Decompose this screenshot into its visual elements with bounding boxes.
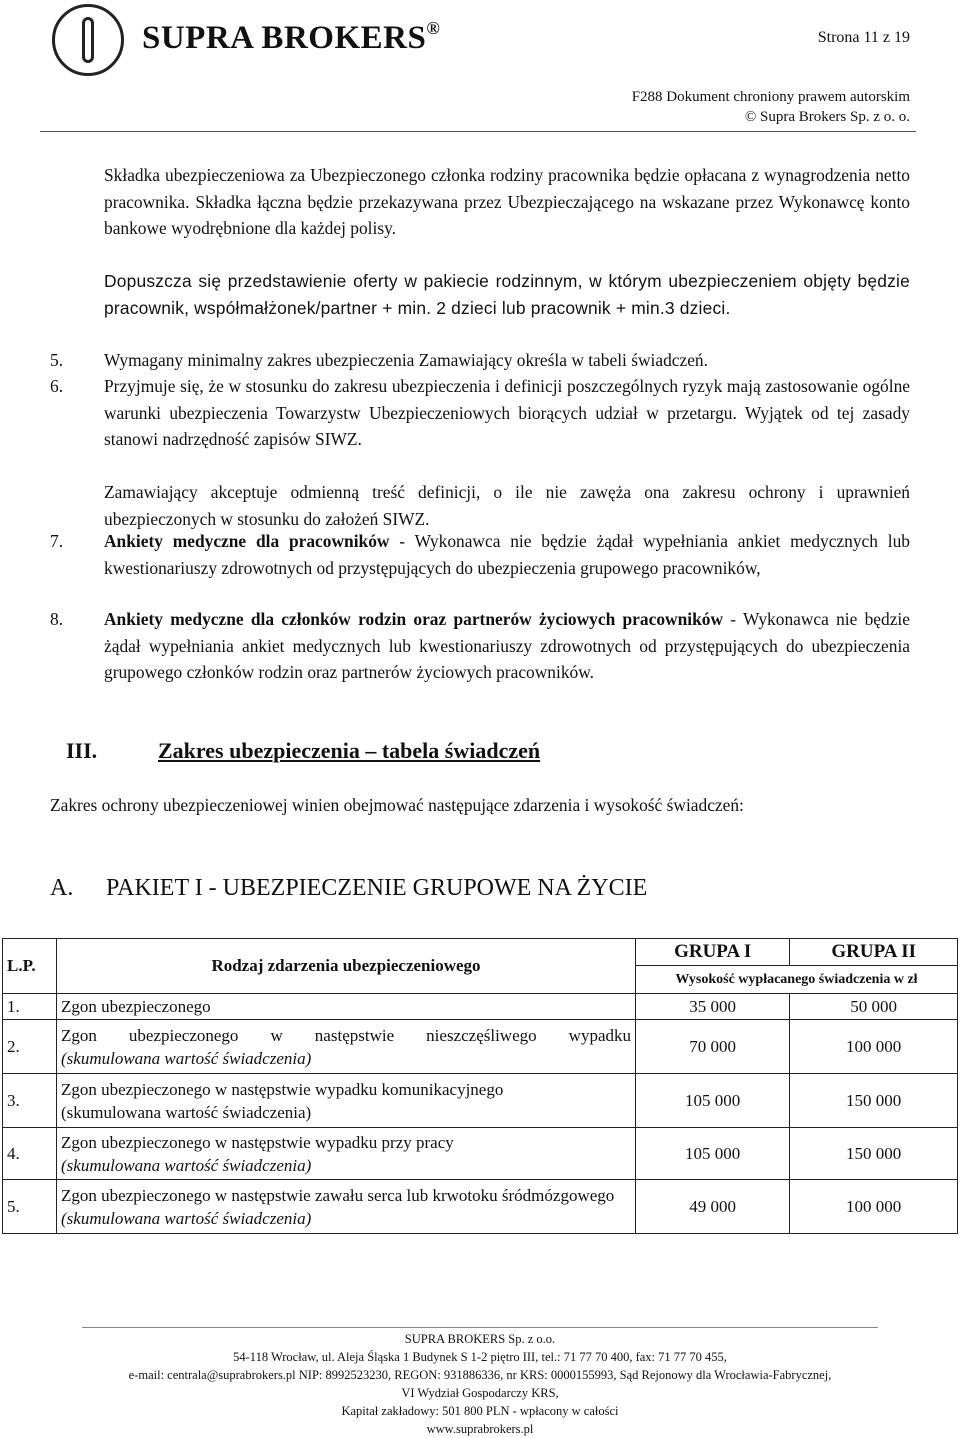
row-group-2-value: 150 000 — [790, 1128, 958, 1180]
table-row — [3, 1180, 958, 1234]
logo-icon — [52, 4, 124, 76]
row-group-2-value: 100 000 — [790, 1020, 958, 1074]
footer-address: 54-118 Wrocław, ul. Aleja Śląska 1 Budynek S 1-2 piętro III, tel.: 71 77 70 400, fax: 71 77 70 455, — [233, 1350, 727, 1364]
table-row — [3, 1074, 958, 1128]
document-note: F288 Dokument chroniony prawem autorskim © Supra Brokers Sp. z o. o. — [631, 89, 910, 125]
row-desc: Zgon ubezpieczonego w następstwie zawału serca lub krwotoku śródmózgowego (skumulowana wartość świadczenia) — [57, 1180, 636, 1234]
table-row — [3, 994, 958, 1020]
col-lp: L.P. — [3, 939, 57, 994]
footer-website: www.suprabrokers.pl — [426, 1422, 534, 1436]
item-6-number: 6. — [50, 376, 64, 396]
page-number: Strona 11 z 19 — [817, 29, 910, 46]
col-group-2: GRUPA II — [790, 939, 958, 966]
section-intro: Zakres ochrony ubezpieczeniowej winien obejmować następujące zdarzenia i wysokość świadczeń: — [50, 795, 744, 815]
row-lp: 3. — [3, 1074, 57, 1128]
item-5-text: Wymagany minimalny zakres ubezpieczenia Zamawiający określa w tabeli świadczeń. — [104, 350, 708, 370]
row-desc: Zgon ubezpieczonego w następstwie wypadku przy pracy (skumulowana wartość świadczenia) — [57, 1128, 636, 1180]
item-7-text: Ankiety medyczne dla pracowników - Wykonawca nie będzie żądał wypełniania ankiet medycznych lub kwestionariuszy zdrowotnych od przystępujących do ubezpieczenia grupowego pracowników, — [104, 531, 910, 578]
row-group-1-value: 105 000 — [636, 1128, 790, 1180]
item-8-text: Ankiety medyczne dla członków rodzin oraz partnerów życiowych pracowników - Wykonawca nie będzie żądał wypełniania ankiet medycznych lub kwestionariuszy zdrowotnych od przystępujących do ubezpieczenia grupowego członków rodzin oraz partnerów życiowych pracowników. — [104, 609, 910, 683]
section-title: Zakres ubezpieczenia – tabela świadczeń — [158, 738, 541, 763]
row-group-1-value: 35 000 — [636, 994, 790, 1020]
item-6-text-2: Zamawiający akceptuje odmienną treść definicji, o ile nie zawęża ona zakresu ochrony i uprawnień ubezpieczonych w stosunku do założeń SIWZ. — [104, 482, 910, 529]
row-lp: 1. — [3, 994, 57, 1020]
premium-paragraph: Składka ubezpieczeniowa za Ubezpieczonego członka rodziny pracownika będzie opłacana z wynagrodzenia netto pracownika. Składka łączna będzie przekazywana przez Ubezpieczającego na wskazane przez Wykonawcę konto bankowe wyodrębnione dla każdej polisy. — [104, 165, 910, 239]
row-group-2-value: 50 000 — [790, 994, 958, 1020]
row-lp: 5. — [3, 1180, 57, 1234]
row-desc: Zgon ubezpieczonego w następstwie wypadku komunikacyjnego (skumulowana wartość świadczenia) — [57, 1074, 636, 1128]
item-8-number: 8. — [50, 609, 64, 629]
row-desc: Zgon ubezpieczonego w następstwie nieszczęśliwego wypadku (skumulowana wartość świadczenia) — [57, 1020, 636, 1074]
table-row — [3, 1128, 958, 1180]
row-group-1-value: 70 000 — [636, 1020, 790, 1074]
footer-court: VI Wydział Gospodarczy KRS, — [401, 1386, 559, 1400]
col-event-type: Rodzaj zdarzenia ubezpieczeniowego — [57, 939, 636, 994]
item-5-number: 5. — [50, 350, 64, 370]
row-group-2-value: 100 000 — [790, 1180, 958, 1234]
package-heading: A. PAKIET I - UBEZPIECZENIE GRUPOWE NA ŻYCIE — [50, 875, 648, 901]
footer-company: SUPRA BROKERS Sp. z o.o. — [404, 1332, 556, 1346]
row-lp: 4. — [3, 1128, 57, 1180]
brand-name: SUPRA BROKERS® — [142, 18, 441, 56]
footer — [0, 1330, 960, 1438]
item-6-text: Przyjmuje się, że w stosunku do zakresu ubezpieczenia i definicji poszczególnych ryzyk mają zastosowanie ogólne warunki ubezpieczenia Towarzystw Ubezpieczeniowych biorących udział w przetargu. Wyjątek od tej zasady stanowi nadrzędność zapisów SIWZ. — [104, 376, 910, 450]
row-group-1-value: 105 000 — [636, 1074, 790, 1128]
table-row — [3, 1020, 958, 1074]
row-group-1-value: 49 000 — [636, 1180, 790, 1234]
row-lp: 2. — [3, 1020, 57, 1074]
section-number: III. — [66, 738, 98, 763]
footer-capital: Kapitał zakładowy: 501 800 PLN - wpłacony w całości — [341, 1404, 619, 1418]
col-group-1: GRUPA I — [636, 939, 790, 966]
benefits-table — [2, 938, 958, 1234]
header-divider — [40, 131, 916, 132]
row-desc: Zgon ubezpieczonego — [57, 994, 636, 1020]
item-7-number: 7. — [50, 531, 64, 551]
row-group-2-value: 150 000 — [790, 1074, 958, 1128]
footer-divider — [82, 1327, 878, 1328]
footer-registry: e-mail: centrala@suprabrokers.pl NIP: 8992523230, REGON: 931886336, nr KRS: 0000155993, Sąd Rejonowy dla Wrocławia-Fabrycznej, — [128, 1368, 832, 1382]
family-package-paragraph: Dopuszcza się przedstawienie oferty w pakiecie rodzinnym, w którym ubezpieczeniem objęty będzie pracownik, współmałżonek/partner + min. 2 dzieci lub pracownik + min.3 dzieci. — [104, 271, 910, 318]
col-benefit-amount: Wysokość wypłacanego świadczenia w zł — [636, 966, 958, 994]
